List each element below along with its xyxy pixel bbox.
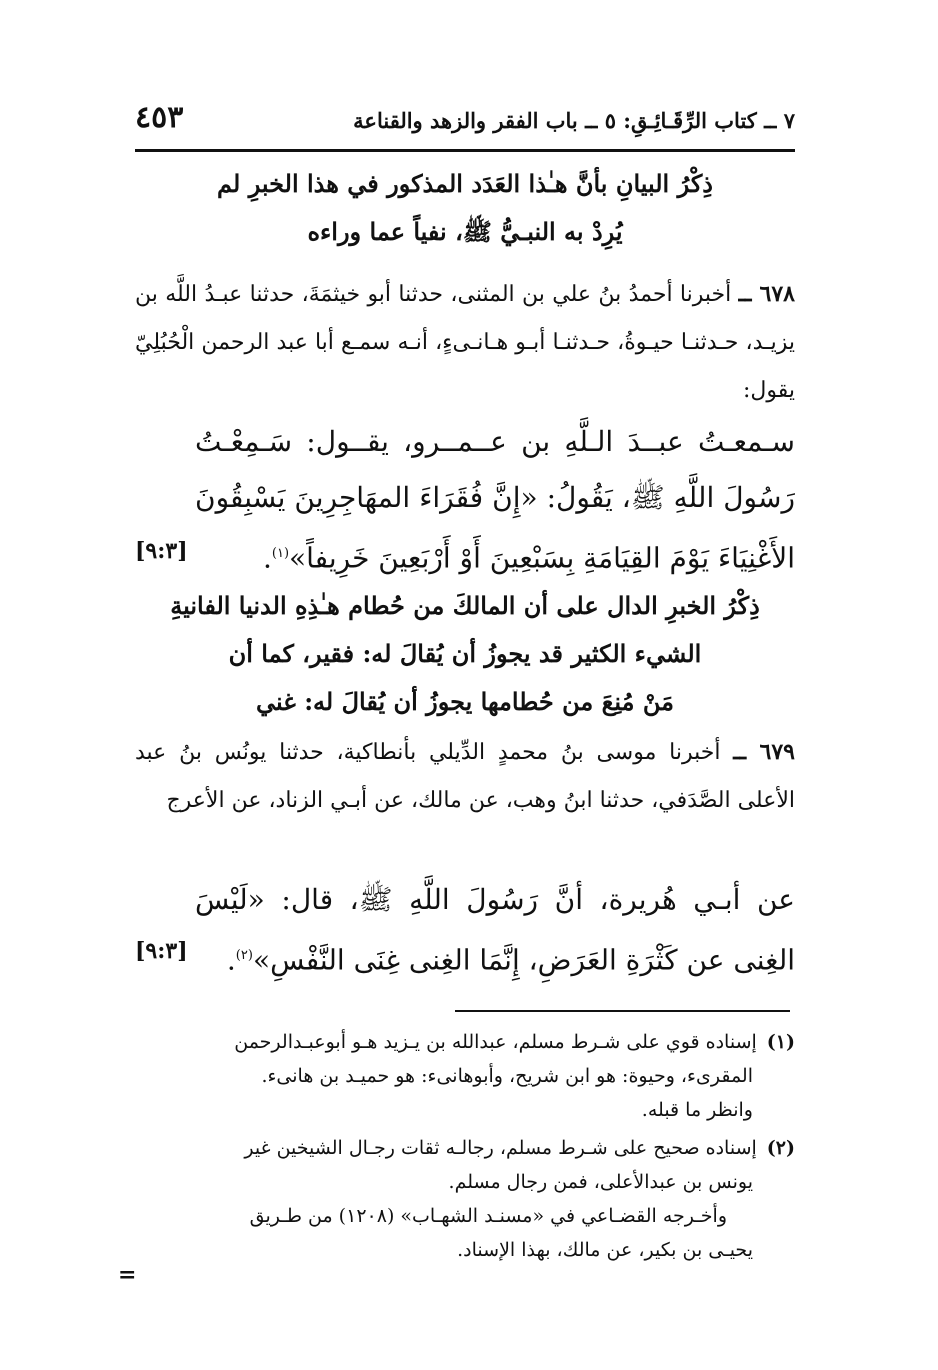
isnad-body: أخبرنا أحمدُ بنُ علي بن المثنى، حدثنا أبو خيثمَةَ، حدثنا عبـدُ اللَّه بن يزيـد، حـدثنـا حيـوةُ، حـدثنـا أبـو هـانـىءٍ، أنـه سمـع أبا عبد الرحمن الْحُبُلِيّ يقول: [135,282,795,403]
reference-mark: [٩:٣] [135,538,188,564]
section-heading-2 [135,582,795,726]
matn-body: عن أبـي هُريرة، أنَّ رَسُولَ اللَّهِ ﷺ، قال: «لَيْسَ الغِنى عن كَثْرَةِ العَرَضِ، إِنَّمَا الغِنى غِنَى النَّفْسِ» [195,883,795,977]
footnote-line: وانظر ما قبله. [641,1099,753,1121]
heading-line: يُرِدْ به النبـيُّ ﷺ، نفياً عما وراءه [307,217,623,246]
page-number: ٤٥٣ [135,100,184,135]
matn-body: سـمعـتُ عبــدَ الـلَّهِ بن عــمــرو، يقــول: سَـمِعْـتُ رَسُولَ اللَّهِ ﷺ، يَقُولُ: «إِنَّ فُقَرَاءَ المهَاجِرِينَ يَسْبِقُونَ الأَغْنِيَاءَ يَوْمَ القِيَامَةِ بِسَبْعِينَ أَوْ أَرْبَعِينَ خَرِيفاً» [195,425,795,575]
footnote-line: المقرىء، وحيوة: هو ابن شريح، وأبوهانىء: هو حميـد بن هانىء. [261,1065,753,1087]
footnote-ref: (٢) [235,948,253,963]
hadith-678-isnad [135,270,795,415]
footnote-line: إسناده قوي على شـرط مسلم، عبدالله بن يـزيد هـو أبوعبـدالرحمن [234,1031,757,1053]
footnotes [135,1025,795,1267]
footnote-line: إسناده صحيح على شـرط مسلم، رجالـه ثقات رجـال الشيخين غير [244,1137,757,1159]
heading-line: ذِكْرُ الخبرِ الدال على أن المالكَ من حُطام هـٰذِهِ الدنيا الفانيةِ [170,591,760,620]
running-header [135,100,795,146]
isnad-text [135,270,795,415]
matn-text [195,872,795,988]
footnote-1 [135,1025,795,1127]
reference-mark: [٩:٣] [135,938,188,964]
matn-end: . [226,943,236,977]
matn-end: . [262,541,272,575]
footnote-2 [135,1131,795,1267]
footnote-ref: (١) [271,546,290,561]
footnote-number: (٢) [766,1137,795,1159]
footnote-number: (١) [766,1031,795,1053]
header-rule [135,149,795,152]
footnote-line: وأخـرجه القضـاعي في «مسنـد الشهـاب» (١٢٠٨) من طـريق [249,1205,727,1227]
footnote-line: يونس بن عبدالأعلى، فمن رجال مسلم. [448,1171,753,1193]
continuation-mark: = [118,1262,137,1288]
isnad-body: أخبرنا موسى بنُ محمدٍ الدِّيلي بأنطاكية، حدثنا يونُس بنُ عبد الأعلى الصَّدَفي، حدثنا ابنُ وهب، عن مالك، عن أبـي الزناد، عن الأعرج [135,740,795,813]
hadith-679-isnad [135,728,795,825]
section-heading-1 [135,160,795,256]
isnad-text [135,728,795,825]
chapter-title: ٧ ــ كتاب الرِّقَـائِـقِ: ٥ ــ باب الفقر والزهد والقناعة [353,108,795,133]
footnote-separator [455,1010,790,1012]
heading-line: الشيء الكثير قد يجوزُ أن يُقالَ له: فقير، كما أن [228,639,702,668]
heading-line: مَنْ مُنِعَ من حُطامها يجوزُ أن يُقالَ له: غني [256,687,674,716]
matn-text [195,414,795,586]
hadith-number: ٦٧٩ ــ [733,739,795,765]
footnote-line: يحيـى بن بكير، عن مالك، بهذا الإسناد. [457,1239,753,1261]
hadith-679-matn [135,872,795,988]
hadith-678-matn [135,414,795,586]
heading-line: ذِكْرُ البيانِ بأنَّ هـٰذا العَدَد المذكور في هذا الخبرِ لم [217,169,713,198]
hadith-number: ٦٧٨ ــ [738,281,795,307]
